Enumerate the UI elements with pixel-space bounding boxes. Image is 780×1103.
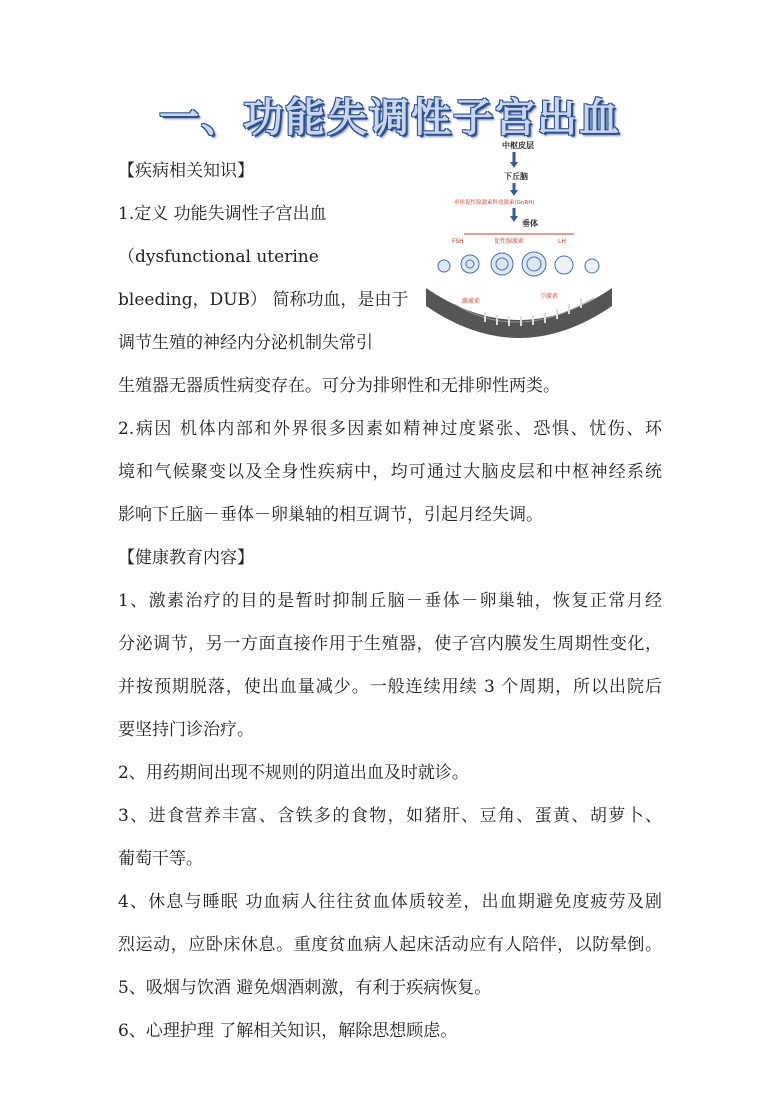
paragraph-line: 1、激素治疗的目的是暂时抑制丘脑－垂体－卵巢轴，恢复正常月经	[118, 591, 662, 611]
paragraph-line: 3、进食营养丰富、含铁多的食物，如猪肝、豆角、蛋黄、胡萝卜、	[118, 806, 662, 826]
paragraph-line: 境和气候聚变以及全身性疾病中，均可通过大脑皮层和中枢神经系统	[118, 462, 662, 482]
label-estrogen: 雌激素	[462, 298, 481, 305]
paragraph-line: 要坚持门诊治疗。	[118, 720, 254, 740]
arrow-icon	[510, 216, 518, 222]
paragraph-line: 烈运动，应卧床休息。重度贫血病人起床活动应有人陪伴，以防晕倒。	[118, 935, 662, 955]
paragraph-line: 生殖器无器质性病变存在。可分为排卵性和无排卵性两类。	[118, 376, 560, 396]
paragraph-line: 2.病因 机体内部和外界很多因素如精神过度紧张、恐惧、忧伤、环	[118, 419, 662, 439]
label-progesterone: 孕激素	[540, 293, 559, 300]
arrow-icon	[510, 190, 518, 196]
label-hypothalamus: 下丘脑	[504, 172, 528, 181]
label-fsh: FSH	[452, 238, 464, 245]
paragraph-line: 4、休息与睡眠 功血病人往往贫血体质较差，出血期避免度疲劳及剧	[118, 892, 662, 912]
label-gnrh: 垂体促性腺激素释放激素(GnRH)	[454, 200, 535, 206]
label-lh: LH	[558, 238, 566, 245]
paragraph-line: 6、心理护理 了解相关知识，解除思想顾虑。	[118, 1021, 458, 1041]
label-pituitary: 垂体	[522, 219, 538, 228]
endocrine-axis-diagram	[424, 138, 614, 340]
paragraph-line: 调节生殖的神经内分泌机制失常引	[118, 333, 373, 353]
section-heading-knowledge: 【疾病相关知识】	[118, 161, 254, 181]
paragraph-line: bleeding，DUB） 简称功血，是由于	[118, 290, 409, 310]
paragraph-line: 分泌调节，另一方面直接作用于生殖器，使子宫内膜发生周期性变化，	[118, 634, 662, 654]
paragraph-line: 2、用药期间出现不规则的阴道出血及时就诊。	[118, 763, 469, 783]
paragraph-line: 5、吸烟与饮酒 避免烟酒刺激，有利于疾病恢复。	[118, 978, 492, 998]
paragraph-line: 影响下丘脑－垂体－卵巢轴的相互调节，引起月经失调。	[118, 505, 543, 525]
arrow-icon	[510, 162, 518, 168]
label-cortex: 中枢皮层	[502, 141, 534, 150]
paragraph-line: （dysfunctional uterine	[118, 247, 319, 267]
label-gonadotropin: 促性腺激素	[494, 238, 525, 245]
section-heading-education: 【健康教育内容】	[118, 548, 254, 568]
paragraph-line: 1.定义 功能失调性子宫出血	[118, 204, 327, 224]
follicle-cycle-icons	[438, 252, 599, 276]
page-title: 一、功能失调性子宫出血	[159, 95, 621, 141]
uterine-lining-shape	[426, 288, 612, 338]
paragraph-line: 葡萄干等。	[118, 849, 203, 869]
paragraph-line: 并按预期脱落，使出血量减少。一般连续用续 3 个周期，所以出院后	[118, 677, 662, 697]
